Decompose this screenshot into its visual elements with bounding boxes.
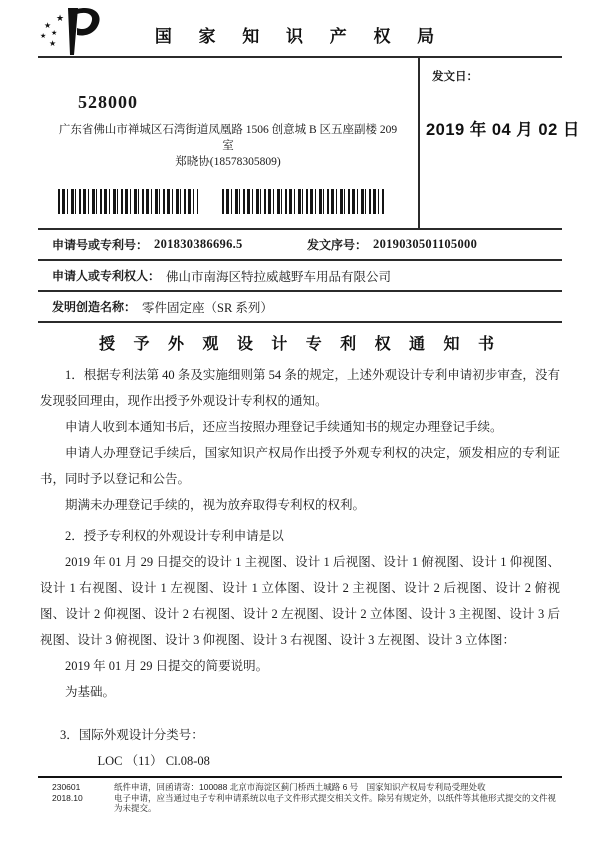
paragraph-7: 2019 年 01 月 29 日提交的简要说明。 xyxy=(65,659,269,673)
footer-notes xyxy=(114,782,560,814)
org-title: 国 家 知 识 产 权 局 xyxy=(154,27,446,46)
application-no-value: 201830386696.5 xyxy=(154,237,243,251)
footer-note-paper: 纸件申请，回函请寄：100088 北京市海淀区蓟门桥西土城路 6 号 国家知识产权局专利局受理处收 xyxy=(114,782,486,792)
application-no-label: 申请号或专利号： xyxy=(52,238,149,252)
recipient-contact: 郑晓协(18578305809) xyxy=(175,156,281,168)
notice-body xyxy=(40,362,560,774)
svg-text:★: ★ xyxy=(40,32,47,40)
table-row-applicant xyxy=(38,261,562,292)
form-codes xyxy=(52,782,114,814)
paragraph-4: 期满未办理登记手续的，视为放弃取得专利权的权利。 xyxy=(65,498,366,512)
applicant-label: 申请人或专利权人： xyxy=(52,269,161,283)
paragraph-6: 2019 年 01 月 29 日提交的设计 1 主视图、设计 1 后视图、设计 1 俯视图、设计 1 仰视图、设计 1 右视图、设计 1 左视图、设计 1 立体图、设计 2 主视图、设计 2 后视图、设计 2 俯视图、设计 2 仰视图、设计 2 右视图、设计 2 左视图、设计 2 立体图、设计 3 主视图、设计 3 后视图、设计 3 俯视图、设计 3 仰视图、设计 3 右视图、设计 3 左视图、设计 3 立体图： xyxy=(40,555,560,647)
table-row-invention xyxy=(38,292,562,323)
footer-note-electronic: 电子申请，应当通过电子专利申请系统以电子文件形式提交相关文件。除另有规定外，以纸件等其他形式提交的文件视为未提交。 xyxy=(114,792,557,813)
dispatch-date-label: 发文日： xyxy=(432,71,478,83)
dispatch-no-label: 发文序号： xyxy=(307,238,368,252)
document-title: 授 予 外 观 设 计 专 利 权 通 知 书 xyxy=(99,336,501,353)
svg-text:★: ★ xyxy=(51,29,58,37)
loc-classification: LOC （11） Cl.08-08 xyxy=(97,754,210,768)
paragraph-1: 1．根据专利法第 40 条及实施细则第 54 条的规定，上述外观设计专利申请初步审查，没有发现驳回理由，现作出授予外观设计专利权的通知。 xyxy=(40,368,560,408)
paragraph-9: 3．国际外观设计分类号： xyxy=(60,728,204,742)
postal-code: 528000 xyxy=(78,92,138,112)
address-line-1: 广东省佛山市禅城区石湾街道凤凰路 1506 创意城 B 区五座副楼 209 xyxy=(58,124,398,136)
paragraph-3: 申请人办理登记手续后，国家知识产权局作出授予外观专利权的决定，颁发相应的专利证书，同时予以登记和公告。 xyxy=(40,446,560,486)
footer-divider xyxy=(38,776,562,778)
dispatch-no-value: 2019030501105000 xyxy=(373,237,478,251)
svg-text:★: ★ xyxy=(44,21,52,30)
invention-name-value: 零件固定座（SR 系列） xyxy=(142,300,273,315)
form-code-2: 2018.10 xyxy=(52,792,83,803)
svg-text:★: ★ xyxy=(56,13,65,23)
info-table xyxy=(38,228,562,323)
invention-name-label: 发明创造名称： xyxy=(52,300,137,314)
paragraph-5: 2．授予专利权的外观设计专利申请是以 xyxy=(65,529,284,543)
paragraph-8: 为基础。 xyxy=(65,685,116,699)
form-code-1: 230601 xyxy=(52,782,81,792)
recipient-address xyxy=(42,122,414,170)
svg-text:★: ★ xyxy=(49,39,57,48)
paragraph-2: 申请人收到本通知书后，还应当按照办理登记手续通知书的规定办理登记手续。 xyxy=(65,420,503,434)
applicant-value: 佛山市南海区特拉威越野车用品有限公司 xyxy=(166,269,392,284)
footer xyxy=(52,782,560,814)
dispatch-box-divider xyxy=(418,58,420,228)
address-line-2: 室 xyxy=(222,140,234,152)
barcode-left xyxy=(58,189,198,214)
header-divider xyxy=(38,56,562,58)
dispatch-date-value: 2019 年 04 月 02 日 xyxy=(426,121,580,139)
table-row-application xyxy=(38,230,562,261)
barcode-right xyxy=(222,189,384,214)
